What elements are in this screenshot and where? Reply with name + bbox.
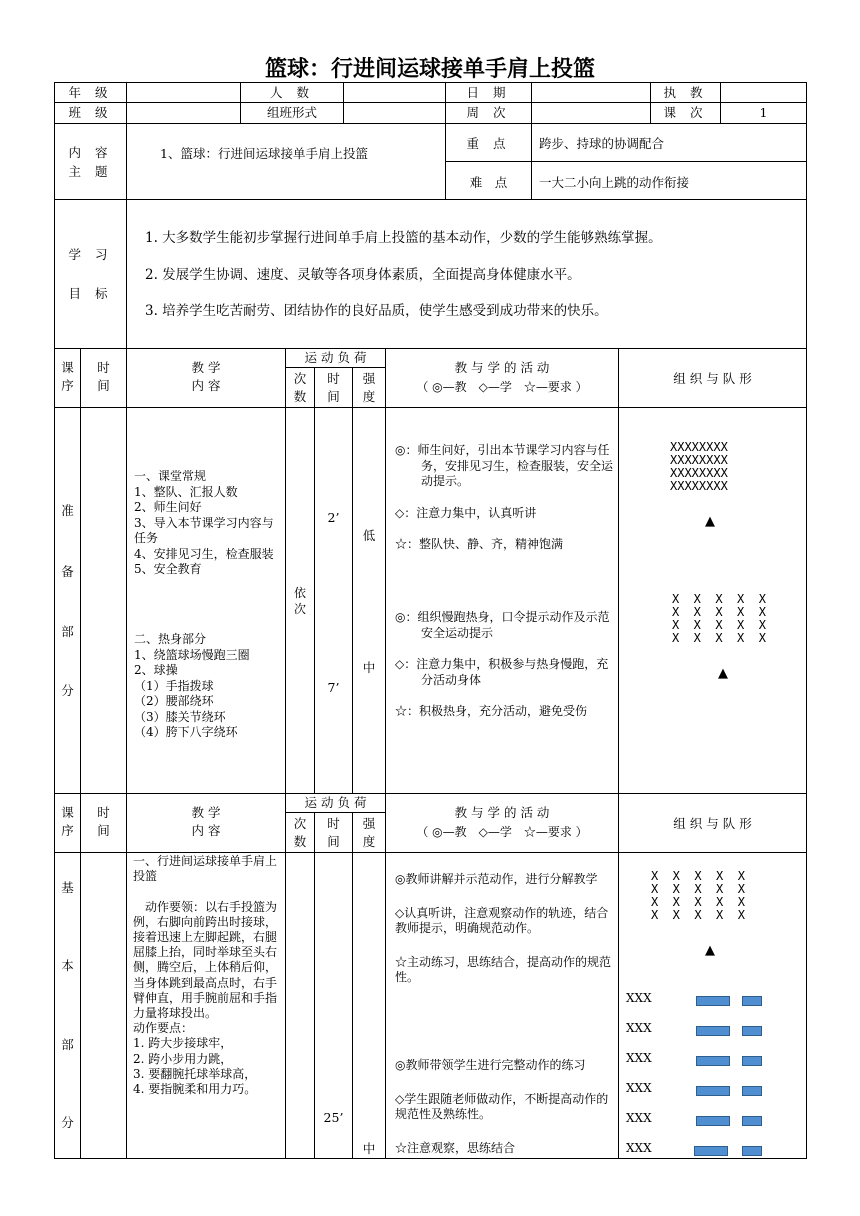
part-label: 部 xyxy=(61,624,74,639)
part-label: 准 xyxy=(61,503,74,518)
content-line: 1、整队、汇报人数 xyxy=(134,484,238,499)
content-line: （2）腰部绕环 xyxy=(134,694,214,708)
header-seq: 课 xyxy=(61,360,74,375)
content-line: （3）膝关节绕环 xyxy=(134,709,226,724)
content-line: 4、安排见习生，检查服装 xyxy=(134,546,274,561)
main-activities-1 xyxy=(395,872,615,986)
lane-label: XXX xyxy=(626,1111,652,1125)
teacher-marker-icon: ▲ xyxy=(705,943,715,958)
header-intensity: 度 xyxy=(362,834,376,849)
lane-label: XXX xyxy=(626,1141,652,1155)
prep-time-2: 7’ xyxy=(327,680,340,695)
main-content: 一、行进间运球接单手肩上投篮 动作要领：以右手投篮为例，右脚向前跨出时接球，接着迅速上左脚起跳，右腿屈膝上抬，同时举球至头右侧，腾空后，上体稍后仰，当身体跳到最高点时，右手臂伸直，用手腕前屈和手指力量将球投出。 动作要点： 1. 跨大步接球牢， 2. 跨小步用力跳， 3. 要翻腕托球举球高， 4. 要指腕柔和用力巧。 xyxy=(133,854,278,1097)
objectives-label-1: 学 习 xyxy=(68,247,113,262)
header-content: 教 学 xyxy=(191,360,221,375)
lane-bar xyxy=(742,1146,762,1156)
activity-item: ◎：组织慢跑热身，口令提示动作及示范安全运动提示 xyxy=(395,610,610,640)
difficulty-value: 一大二小向上跳的动作衔接 xyxy=(539,175,690,190)
header-time: 间 xyxy=(97,823,110,838)
topic-label-1: 内 容 xyxy=(68,145,113,160)
objectives-label-2: 目 标 xyxy=(68,286,113,301)
content-line: 3、导入本节课学习内容与 xyxy=(134,515,274,530)
header-legend: （ ◎—教 ◇—学 ☆—要求 ） xyxy=(416,380,588,394)
lane-label: XXX xyxy=(626,1021,652,1035)
key-value: 跨步、持球的协调配合 xyxy=(539,136,665,151)
content-line: 任务 xyxy=(134,531,159,545)
main-intensity: 中 xyxy=(362,1141,376,1156)
prep-activities-2 xyxy=(395,610,613,720)
content-line: 二、热身部分 xyxy=(134,632,207,646)
prep-intensity-1: 低 xyxy=(362,528,376,543)
lane-bar xyxy=(742,996,762,1006)
header-time: 间 xyxy=(97,378,110,393)
date-label: 日 期 xyxy=(466,85,511,100)
activity-item: ◇：注意力集中，认真听讲 xyxy=(395,505,537,520)
formation-grid: X X X X X X X X X X X X X X X X X X X X xyxy=(672,592,766,645)
header-activity: 教 与 学 的 活 动 xyxy=(454,360,550,375)
header-organization: 组 织 与 队 形 xyxy=(673,816,752,831)
part-label: 分 xyxy=(61,1115,74,1130)
activity-item: ☆主动练习，思练结合，提高动作的规范性。 xyxy=(395,954,612,984)
main-time: 25’ xyxy=(323,1110,344,1125)
main-activities-2 xyxy=(395,1058,615,1156)
prep-intensity-2: 中 xyxy=(362,660,376,675)
difficulty-label: 难 点 xyxy=(469,175,508,190)
header-count: 次 xyxy=(293,371,307,386)
content-line: 2、球操 xyxy=(134,663,178,677)
teacher-marker-icon: ▲ xyxy=(718,666,728,681)
content-line: 一、课堂常规 xyxy=(134,469,207,483)
part-label: 分 xyxy=(61,683,74,698)
header-seq: 序 xyxy=(61,823,74,838)
header-load: 运 动 负 荷 xyxy=(304,350,367,365)
content-line: 5、安全教育 xyxy=(134,562,202,576)
lesson-label: 课 次 xyxy=(663,105,708,120)
header-load-time: 时 xyxy=(327,816,340,831)
content-line: （4）胯下八字绕环 xyxy=(134,725,238,739)
prep-content xyxy=(134,469,274,578)
lane-label: XXX xyxy=(626,991,652,1005)
lesson-value: 1 xyxy=(759,105,768,120)
topic-content: 1、篮球：行进间运球接单手肩上投篮 xyxy=(160,146,368,161)
lane-bar xyxy=(742,1086,762,1096)
week-label: 周 次 xyxy=(466,105,511,120)
header-intensity: 度 xyxy=(362,389,376,404)
part-label: 本 xyxy=(61,958,74,973)
lane-bar xyxy=(742,1056,762,1066)
objective-item: 1. 大多数学生能初步掌握行进间单手肩上投篮的基本动作，少数的学生能够熟练掌握。 xyxy=(145,230,662,246)
lane-bar xyxy=(694,1146,728,1156)
lane-bar xyxy=(696,1026,730,1036)
header-content: 教 学 xyxy=(191,805,221,820)
part-label: 备 xyxy=(61,564,74,579)
header-content: 内 容 xyxy=(191,823,221,838)
lane-bar xyxy=(696,1056,730,1066)
content-line: （1）手指拨球 xyxy=(134,678,214,693)
header-count: 次 xyxy=(293,816,307,831)
activity-item: ☆注意观察，思练结合 xyxy=(395,1140,516,1155)
part-label: 部 xyxy=(61,1037,74,1052)
count-label: 人 数 xyxy=(270,85,314,100)
prep-activities-1 xyxy=(395,443,613,553)
objective-item: 2. 发展学生协调、速度、灵敏等各项身体素质，全面提高身体健康水平。 xyxy=(145,267,581,283)
header-load-time: 时 xyxy=(327,371,340,386)
part-label: 基 xyxy=(61,880,74,895)
form-label: 组班形式 xyxy=(266,105,317,120)
header-intensity: 强 xyxy=(362,371,376,386)
header-time: 时 xyxy=(97,805,110,820)
lane-bar xyxy=(696,1086,730,1096)
header-intensity: 强 xyxy=(362,816,376,831)
topic-label-2: 主 题 xyxy=(68,164,113,179)
formation-grid: XXXXXXXX XXXXXXXX XXXXXXXX XXXXXXXX xyxy=(670,440,728,493)
lane-bar xyxy=(696,1116,730,1126)
teacher-marker-icon: ▲ xyxy=(705,514,715,529)
class-label: 班 级 xyxy=(68,105,113,120)
lane-label: XXX xyxy=(626,1081,652,1095)
prep-time-1: 2’ xyxy=(327,510,340,525)
lane-label: XXX xyxy=(626,1051,652,1065)
activity-item: ◎：师生问好，引出本节课学习内容与任务，安排见习生，检查服装，安全运动提示。 xyxy=(395,443,614,488)
header-organization: 组 织 与 队 形 xyxy=(673,371,752,386)
lane-bar xyxy=(742,1116,762,1126)
key-label: 重 点 xyxy=(466,136,511,151)
header-load-time: 间 xyxy=(327,834,340,849)
lane-bar xyxy=(742,1026,762,1036)
activity-item: ◇认真听讲，注意观察动作的轨迹，结合教师提示，明确规范动作。 xyxy=(395,905,609,935)
content-line: 1、绕篮球场慢跑三圈 xyxy=(134,647,250,662)
activity-item: ◎教师讲解并示范动作，进行分解教学 xyxy=(395,872,598,886)
header-activity: 教 与 学 的 活 动 xyxy=(454,805,550,820)
grade-label: 年 级 xyxy=(68,85,113,100)
header-count: 数 xyxy=(293,389,307,404)
header-load-time: 间 xyxy=(327,389,340,404)
objective-item: 3. 培养学生吃苦耐劳、团结协作的良好品质，使学生感受到成功带来的快乐。 xyxy=(145,303,608,319)
lane-bar xyxy=(696,996,730,1006)
activity-item: ◇学生跟随老师做动作，不断提高动作的规范性及熟练性。 xyxy=(395,1091,609,1121)
page-title: 篮球：行进间运球接单手肩上投篮 xyxy=(264,57,595,82)
header-seq: 序 xyxy=(61,378,74,393)
header-time: 时 xyxy=(97,360,110,375)
activity-item: ☆：整队快、静、齐，精神饱满 xyxy=(395,537,564,551)
prep-count: 依 次 xyxy=(293,586,306,616)
prep-content-warmup xyxy=(134,632,250,741)
header-legend: （ ◎—教 ◇—学 ☆—要求 ） xyxy=(416,825,588,839)
content-line: 2、师生问好 xyxy=(134,500,202,514)
activity-item: ◎教师带领学生进行完整动作的练习 xyxy=(395,1058,586,1072)
header-load: 运 动 负 荷 xyxy=(304,795,367,810)
formation-grid: X X X X X X X X X X X X X X X X X X X X xyxy=(651,869,745,922)
activity-item: ☆：积极热身，充分活动，避免受伤 xyxy=(395,704,588,718)
header-count: 数 xyxy=(293,834,307,849)
activity-item: ◇：注意力集中，积极参与热身慢跑，充分活动身体 xyxy=(395,657,609,687)
header-seq: 课 xyxy=(61,805,74,820)
header-content: 内 容 xyxy=(191,378,221,393)
teacher-label: 执 教 xyxy=(663,85,708,100)
